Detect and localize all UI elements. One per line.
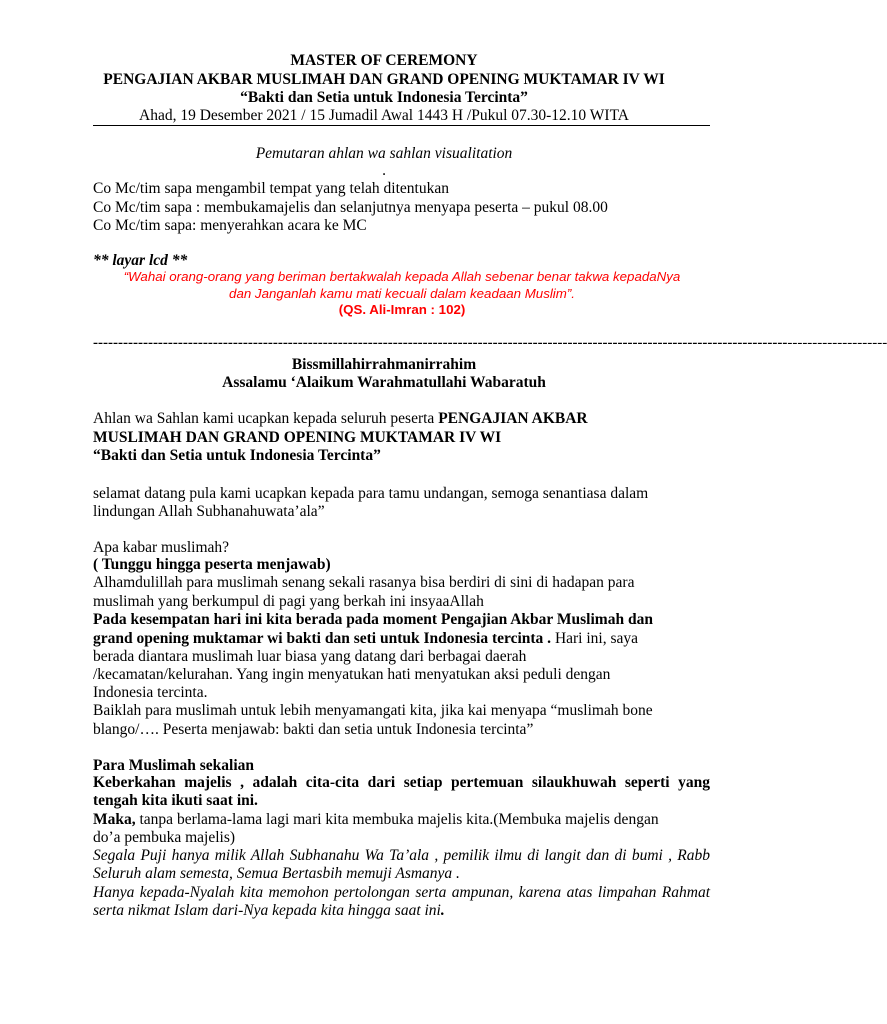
section-heading: Para Muslimah sekalian xyxy=(93,757,255,774)
guests-line-1: selamat datang pula kami ucapkan kepada para tamu undangan, semoga senantiasa dalam xyxy=(93,485,649,502)
step-3: Co Mc/tim sapa: menyerahkan acara ke MC xyxy=(93,217,367,234)
document-title: MASTER OF CEREMONY xyxy=(290,52,478,69)
dashed-divider xyxy=(93,335,887,351)
welcome-event-bold: PENGAJIAN AKBAR xyxy=(438,410,588,427)
maka-text: tanpa berlama-lama lagi mari kita membuka majelis kita.(Membuka majelis dengan xyxy=(135,811,659,828)
dashed-divider-thin: -------------------- xyxy=(787,335,887,351)
prayer-paragraph-2 xyxy=(93,884,710,920)
quran-quote-line-1: “Wahai orang-orang yang beriman bertakwalah kepada Allah sebenar benar takwa kepadaNya xyxy=(123,269,681,284)
body1-line-1: Alhamdulillah para muslimah senang sekali rasanya bisa berdiri di sini di hadapan para xyxy=(93,574,635,591)
step-1: Co Mc/tim sapa mengambil tempat yang telah ditentukan xyxy=(93,180,449,197)
bismillah: Bissmillahirrahmanirrahim xyxy=(291,356,477,373)
prayer-2-text: Hanya kepada-Nyalah kita memohon pertolongan serta ampunan, karena atas limpahan Rahmat serta nikmat Islam dari-Nya kepada kita hingga saat ini xyxy=(93,884,710,919)
dashed-divider-bold: ------------------------------------------------------------------------------------------------------------------------------------------- xyxy=(93,335,788,351)
body1-line-5: berada diantara muslimah luar biasa yang datang dari berbagai daerah xyxy=(93,648,527,665)
maka-bold: Maka, xyxy=(93,811,136,828)
event-name: PENGAJIAN AKBAR MUSLIMAH DAN GRAND OPENING MUKTAMAR IV WI xyxy=(103,71,665,88)
lcd-label: ** layar lcd ** xyxy=(93,252,188,269)
prayer-paragraph-1: Segala Puji hanya milik Allah Subhanahu Wa Ta’ala , pemilik ilmu di langit dan di bumi , Rabb Seluruh alam semesta, Semua Bertasbih memuji Asmanya . xyxy=(93,847,710,882)
body1-line-4-bold: grand opening muktamar wi bakti dan seti untuk Indonesia tercinta . xyxy=(93,630,555,647)
question: Apa kabar muslimah? xyxy=(93,539,230,556)
body1-line-8: Baiklah para muslimah untuk lebih menyamangati kita, jika kai menyapa “muslimah bone xyxy=(93,702,653,719)
maka-line-1 xyxy=(93,811,659,829)
event-theme: “Bakti dan Setia untuk Indonesia Tercinta” xyxy=(240,89,528,106)
visual-instruction: Pemutaran ahlan wa sahlan visualitation xyxy=(255,145,513,162)
welcome-line-1 xyxy=(93,410,588,428)
welcome-line-2: MUSLIMAH DAN GRAND OPENING MUKTAMAR IV WI xyxy=(93,429,502,446)
welcome-theme: “Bakti dan Setia untuk Indonesia Tercinta” xyxy=(93,447,381,464)
salam: Assalamu ‘Alaikum Warahmatullahi Wabaratuh xyxy=(222,374,546,391)
body1-line-2: muslimah yang berkumpul di pagi yang berkah ini insyaaAllah xyxy=(93,593,484,610)
dot: . xyxy=(382,162,386,179)
step-2: Co Mc/tim sapa : membukamajelis dan selanjutnya menyapa peserta – pukul 08.00 xyxy=(93,199,608,216)
body1-line-3: Pada kesempatan hari ini kita berada pada moment Pengajian Akbar Muslimah dan xyxy=(93,611,653,628)
keberkahan-paragraph: Keberkahan majelis , adalah cita-cita dari setiap pertemuan silaukhuwah seperti yang tengah kita ikuti saat ini. xyxy=(93,774,710,809)
body1-line-7: Indonesia tercinta. xyxy=(93,684,208,701)
quran-citation: (QS. Ali-Imran : 102) xyxy=(338,302,466,317)
quran-quote-line-2: dan Janganlah kamu mati kecuali dalam keadaan Muslim”. xyxy=(229,286,575,301)
guests-line-2: lindungan Allah Subhanahuwata’ala” xyxy=(93,503,325,520)
header-rule xyxy=(93,125,710,126)
body1-line-6: /kecamatan/kelurahan. Yang ingin menyatukan hati menyatukan aksi peduli dengan xyxy=(93,666,611,683)
body1-line-4 xyxy=(93,630,638,648)
maka-line-2: do’a pembuka majelis) xyxy=(93,829,236,846)
prayer-2-end: . xyxy=(440,902,445,919)
welcome-text: Ahlan wa Sahlan kami ucapkan kepada seluruh peserta xyxy=(93,410,439,427)
body1-line-4-plain: Hari ini, saya xyxy=(554,630,639,647)
event-date: Ahad, 19 Desember 2021 / 15 Jumadil Awal 1443 H /Pukul 07.30-12.10 WITA xyxy=(139,107,629,124)
instruction: ( Tunggu hingga peserta menjawab) xyxy=(93,556,331,573)
body1-line-9: blango/…. Peserta menjawab: bakti dan setia untuk Indonesia tercinta” xyxy=(93,721,534,738)
